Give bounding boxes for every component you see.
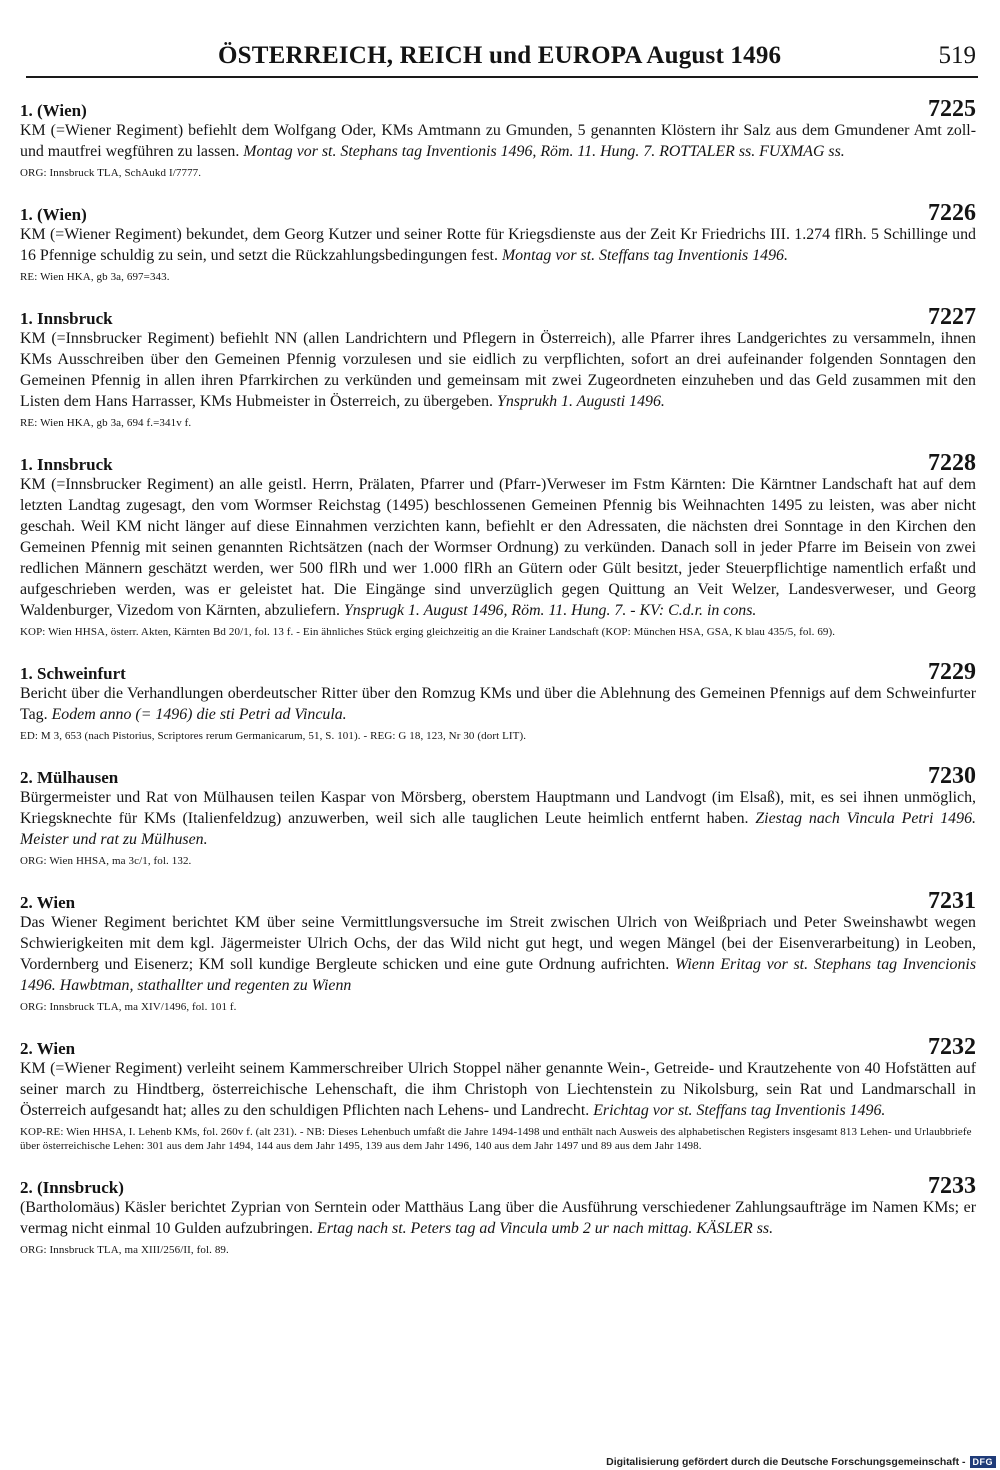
dfg-logo: DFG <box>970 1456 997 1468</box>
entry-text <box>20 912 976 996</box>
entry-dating-clause: Ziestag nach Vincula Petri 1496. Meister und rat zu Mülhusen. <box>20 810 976 848</box>
entry-summary: Bürgermeister und Rat von Mülhausen teilen Kaspar von Mörsberg, oberstem Hauptmann und Landvogt (im Elsaß), mit, es sei ihnen unmöglich, Kriegsknechte für KMs (Italienfeldzug) anzuwerben, weil sich alle tauglichen Leute heimlich entfernt haben. <box>20 789 976 827</box>
entry-number: 7232 <box>928 1034 976 1060</box>
entry-dating-clause: Montag vor st. Steffans tag Inventionis 1496. <box>501 247 788 264</box>
entry-date-place: 2. (Innsbruck) <box>20 1178 124 1197</box>
entry-dating-clause: Ynsprugk 1. August 1496, Röm. 11. Hung. 7. - KV: C.d.r. in cons. <box>343 602 757 619</box>
entry-heading <box>20 1173 976 1197</box>
entry-summary: KM (=Wiener Regiment) bekundet, dem Georg Kutzer und seiner Rotte für Kriegsdienste aus der Zeit Kr Friedrichs III. 1.274 flRh. 5 Schillinge und 16 Pfennige schuldig zu sein, und setzt die Rückzahlungsbedingungen fest. <box>20 226 976 264</box>
entry-source: RE: Wien HKA, gb 3a, 694 f.=341v f. <box>20 417 192 429</box>
entry-number: 7225 <box>928 96 976 122</box>
entry-date-place: 1. Innsbruck <box>20 309 113 328</box>
entry-text <box>20 474 976 621</box>
entry-source: ORG: Innsbruck TLA, ma XIII/256/II, fol. 89. <box>20 1244 229 1256</box>
entry-date-place: 1. Innsbruck <box>20 455 113 474</box>
entry-heading <box>20 304 976 328</box>
entry-summary: (Bartholomäus) Käsler berichtet Zyprian von Serntein oder Matthäus Lang über die Ausführung verschiedener Zahlungsaufträge im Namen KMs; er vermag nicht einmal 10 Gulden aufzubringen. <box>20 1199 976 1237</box>
entry-date-place: 2. Mülhausen <box>20 768 119 787</box>
entry-dating-clause: Erichtag vor st. Steffans tag Inventionis 1496. <box>593 1102 886 1119</box>
entry-heading <box>20 200 976 224</box>
entry-summary: KM (=Wiener Regiment) verleiht seinem Kammerschreiber Ulrich Stoppel näher genannte Wein-, Getreide- und Krautzehente von 40 Hofstätten auf seiner march zu Hindtberg, österreichische Lehenschaft, die ihm Christoph von Liechtenstein zu Nikolsburg, sein Rat und Landmarschall in Österreich aufgesandt hat; alles zu den schuldigen Pflichten nach Lehens- und Landrecht. <box>20 1060 976 1119</box>
entry-heading <box>20 888 976 912</box>
entry-summary: Das Wiener Regiment berichtet KM über seine Vermittlungsversuche im Streit zwischen Ulrich von Weißpriach und Peter Sweinshawbt wegen Schwierigkeiten mit dem kgl. Jägermeister Ulrich Ochs, der das Wild nicht gut hegt, und wegen Mängel (bei der Eisenverarbeitung) in Leoben, Vordernberg und Eisenerz; KM soll kundige Bergleute schicken und eine gute Ordnung aufrichten. <box>20 914 976 973</box>
entry-dating-clause: Wienn Eritag vor st. Stephans tag Invencionis 1496. Hawbtman, stathallter und regenten zu Wienn <box>20 956 977 994</box>
entry-source: KOP-RE: Wien HHSA, I. Lehenb KMs, fol. 260v f. (alt 231). - NB: Dieses Lehenbuch umfaßt die Jahre 1494-1498 und enthält nach Ausweis des alphabetischen Registers insgesamt 813 Lehen- und Urlaubbriefe über österreichische Lehen: 301 aus dem Jahr 1494, 144 aus dem Jahr 1495, 139 aus dem Jahr 1496, 140 aus dem Jahr 1497 und 89 aus dem Jahr 1498. <box>20 1126 972 1152</box>
entry-text <box>20 1058 976 1121</box>
regest-entry <box>20 888 976 1014</box>
entry-text <box>20 224 976 266</box>
entry-source: RE: Wien HKA, gb 3a, 697=343. <box>20 271 170 283</box>
entry-text <box>20 328 976 412</box>
entry-summary: KM (=Innsbrucker Regiment) befiehlt NN (allen Landrichtern und Pflegern in Österreich), alle Pfarrer ihres Landgerichtes zu versammeln, ihnen KMs Ausschreiben über den Gemeinen Pfennig vorzulesen und sie eidlich zu verpflichten, sofort an drei aufeinander folgenden Sonntagen den Gemeinen Pfennig in allen ihren Pfarrkirchen zu verkünden und gemeinsam mit zwei Zugeordneten einzuheben und das Geld zusammen mit den Listen dem Hans Harrasser, KMs Hubmeister in Österreich, zu übergeben. <box>20 330 976 410</box>
regest-entry <box>20 200 976 284</box>
digitization-credit <box>606 1456 996 1468</box>
entry-text <box>20 1197 976 1239</box>
entry-number: 7227 <box>928 304 976 330</box>
entry-dating-clause: Ynsprukh 1. Augusti 1496. <box>497 393 665 410</box>
entry-source: ORG: Wien HHSA, ma 3c/1, fol. 132. <box>20 855 192 867</box>
entry-source: ED: M 3, 653 (nach Pistorius, Scriptores rerum Germanicarum, 51, S. 101). - REG: G 18, 123, Nr 30 (dort LIT). <box>20 730 527 742</box>
credit-text: Digitalisierung gefördert durch die Deutsche Forschungsgemeinschaft - <box>606 1456 966 1468</box>
entry-number: 7230 <box>928 763 976 789</box>
entry-source: ORG: Innsbruck TLA, SchAukd I/7777. <box>20 167 202 179</box>
entry-dating-clause: Eodem anno (= 1496) die sti Petri ad Vincula. <box>51 706 347 723</box>
entry-source: ORG: Innsbruck TLA, ma XIV/1496, fol. 101 f. <box>20 1001 237 1013</box>
entry-number: 7229 <box>928 659 976 685</box>
regest-entry <box>20 450 976 639</box>
entry-text <box>20 120 976 162</box>
entry-heading <box>20 763 976 787</box>
entry-heading <box>20 96 976 120</box>
header-rule <box>26 76 978 78</box>
regest-entry <box>20 1034 976 1153</box>
entry-date-place: 2. Wien <box>20 1039 76 1058</box>
page-number: 519 <box>938 42 976 69</box>
entry-date-place: 1. (Wien) <box>20 101 87 120</box>
regest-entry <box>20 304 976 430</box>
entry-number: 7231 <box>928 888 976 914</box>
regest-list <box>20 96 976 1277</box>
entry-text <box>20 683 976 725</box>
entry-date-place: 2. Wien <box>20 893 76 912</box>
page-header <box>0 42 1000 76</box>
entry-date-place: 1. (Wien) <box>20 205 87 224</box>
entry-heading <box>20 1034 976 1058</box>
entry-number: 7226 <box>928 200 976 226</box>
entry-date-place: 1. Schweinfurt <box>20 664 126 683</box>
regest-entry <box>20 96 976 180</box>
entry-number: 7228 <box>928 450 976 476</box>
entry-summary: Bericht über die Verhandlungen oberdeutscher Ritter über den Romzug KMs und über die Ablehnung des Gemeinen Pfennigs auf dem Schweinfurter Tag. <box>20 685 976 723</box>
entry-text <box>20 787 976 850</box>
running-title: ÖSTERREICH, REICH und EUROPA August 1496 <box>218 42 782 69</box>
entry-source: KOP: Wien HHSA, österr. Akten, Kärnten Bd 20/1, fol. 13 f. - Ein ähnliches Stück erging gleichzeitig an die Krainer Landschaft (KOP: München HSA, GSA, K blau 435/5, fol. 69). <box>20 626 836 638</box>
entry-dating-clause: Montag vor st. Stephans tag Inventionis 1496, Röm. 11. Hung. 7. ROTTALER ss. FUXMAG ss. <box>243 143 845 160</box>
entry-dating-clause: Ertag nach st. Peters tag ad Vincula umb 2 ur nach mittag. KÄSLER ss. <box>316 1220 774 1237</box>
regest-entry <box>20 763 976 868</box>
regest-entry <box>20 1173 976 1257</box>
entry-heading <box>20 450 976 474</box>
entry-heading <box>20 659 976 683</box>
regest-entry <box>20 659 976 743</box>
entry-summary: KM (=Innsbrucker Regiment) an alle geistl. Herrn, Prälaten, Pfarrer und (Pfarr-)Verweser im Fstm Kärnten: Die Kärntner Landschaft hat auf dem letzten Landtag zugesagt, den vom Wormser Reichstag (1495) beschlossenen Gemeinen Pfennig bis Weihnachten 1495 zu leisten, was aber nicht geschah. Weil KM nicht länger auf diese Einnahmen verzichten kann, befiehlt er den Adressaten, die nächsten drei Sonntage in den Kirchen den Gemeinen Pfennig mit seinen genannten Richtsätzen (nach der Wormser Ordnung) zu verkünden. Danach soll in jeder Pfarre im Beisein von zwei redlichen Männern geschätzt werden, wer 500 flRh und wer 1.000 flRh an Gütern oder Gült besitzt, jeder Steuerpflichtige namentlich erfaßt und aufgeschrieben werden, was er geleistet hat. Die Eingänge sind unverzüglich gegen Quittung an Veit Welzer, Landesverweser, und Georg Waldenburger, Vizedom von Kärnten, abzuliefern. <box>20 476 976 619</box>
entry-number: 7233 <box>928 1173 976 1199</box>
entry-summary: KM (=Wiener Regiment) befiehlt dem Wolfgang Oder, KMs Amtmann zu Gmunden, 5 genannten Klöstern ihr Salz aus dem Gmundener Amt zoll- und mautfrei wegführen zu lassen. <box>20 122 976 160</box>
